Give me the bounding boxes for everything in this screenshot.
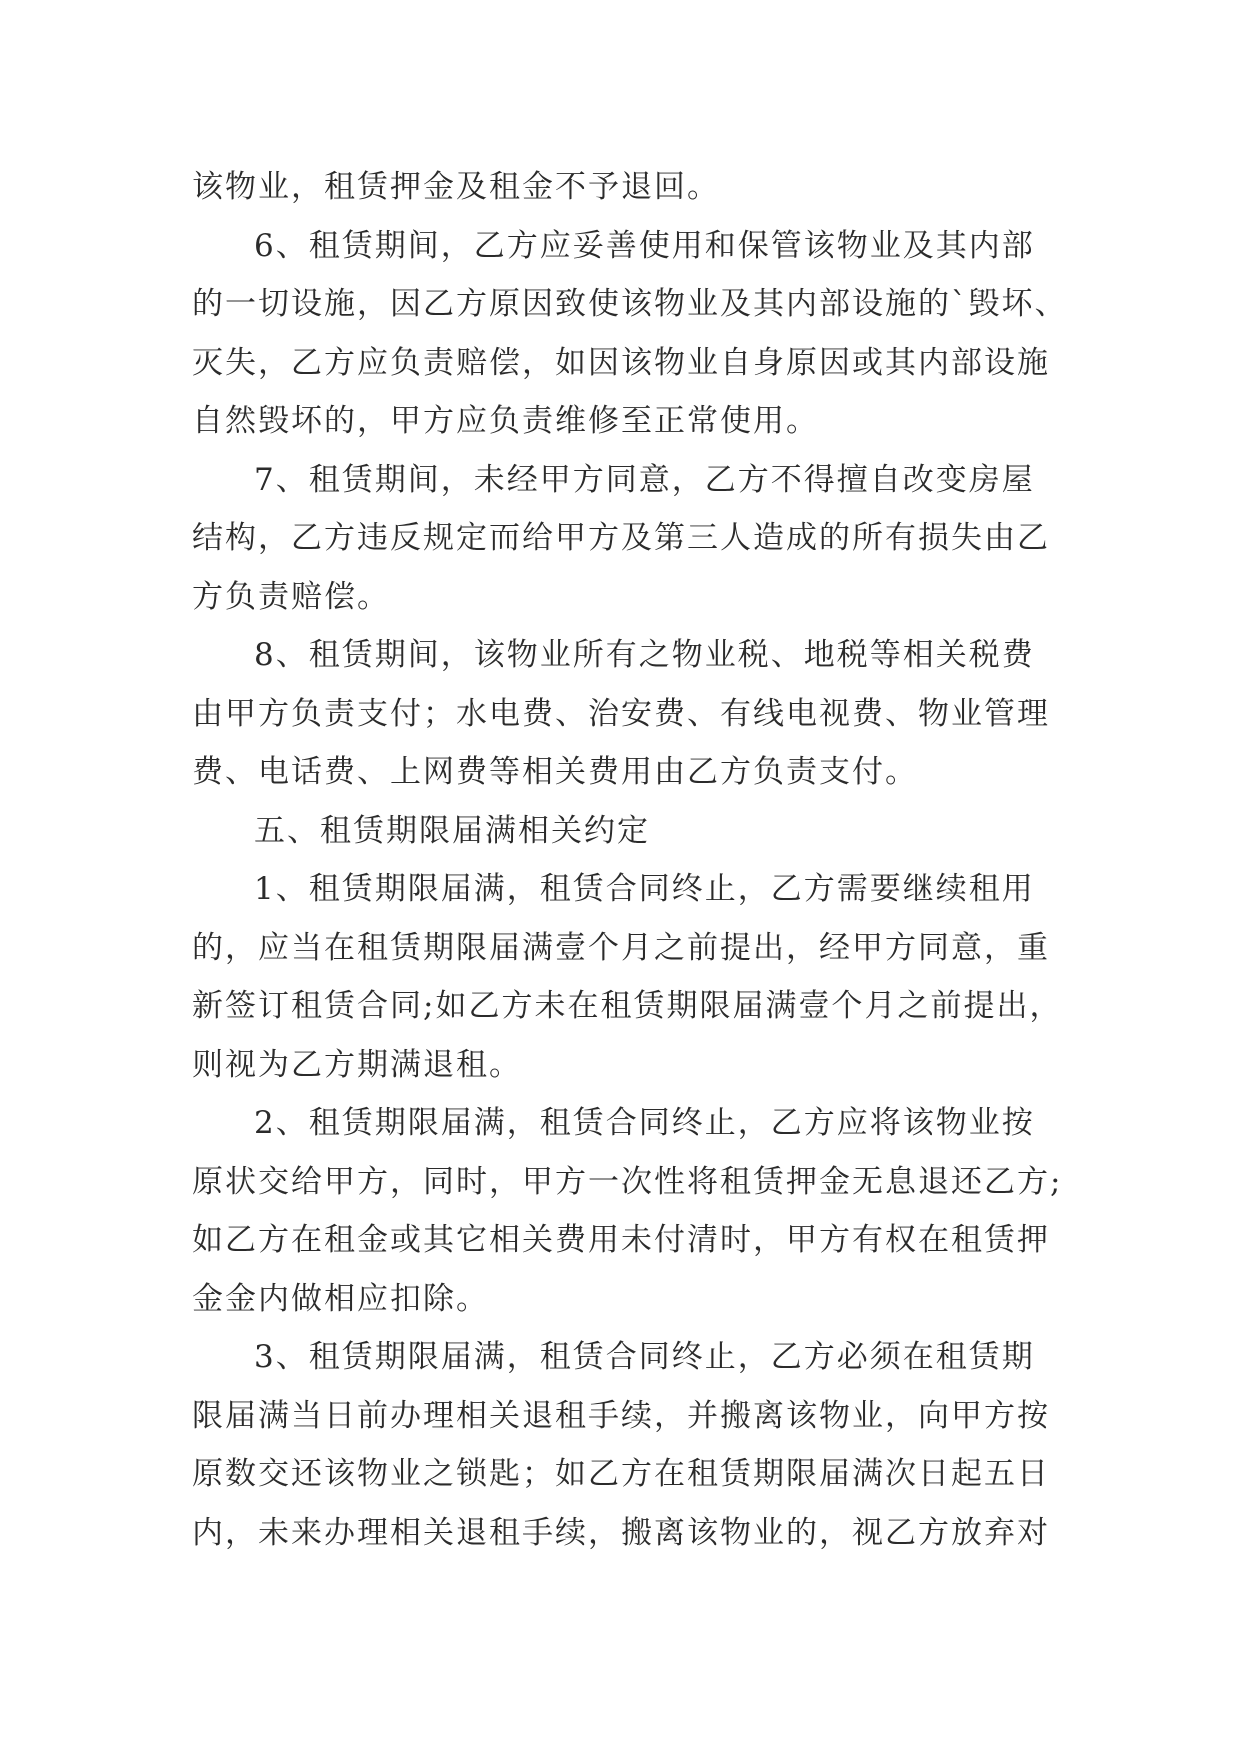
text-line: 如乙方在租金或其它相关费用未付清时，甲方有权在租赁押 (192, 1222, 1050, 1258)
text-line: 内，未来办理相关退租手续，搬离该物业的，视乙方放弃对 (192, 1514, 1050, 1551)
text-line: 新签订租赁合同;如乙方未在租赁期限届满壹个月之前提出， (192, 988, 1063, 1024)
text-line: 该物业，租赁押金及租金不予退回。 (192, 169, 720, 205)
text-line: 则视为乙方期满退租。 (192, 1046, 522, 1083)
text-line: 五、租赁期限届满相关约定 (254, 812, 650, 849)
text-line: 限届满当日前办理相关退租手续，并搬离该物业，向甲方按 (192, 1397, 1050, 1434)
text-line: 结构，乙方违反规定而给甲方及第三人造成的所有损失由乙 (192, 520, 1050, 556)
text-line: 金金内做相应扣除。 (192, 1280, 489, 1317)
text-line: 的一切设施，因乙方原因致使该物业及其内部设施的`毁坏、 (192, 286, 1068, 322)
text-line: 8、租赁期间，该物业所有之物业税、地税等相关税费 (254, 637, 1035, 673)
text-line: 由甲方负责支付；水电费、治安费、有线电视费、物业管理 (192, 695, 1050, 732)
text-line: 费、电话费、上网费等相关费用由乙方负责支付。 (192, 754, 918, 790)
text-line: 灭失，乙方应负责赔偿，如因该物业自身原因或其内部设施 (192, 344, 1050, 381)
text-line: 1、租赁期限届满，租赁合同终止，乙方需要继续租用 (254, 871, 1035, 907)
text-line: 自然毁坏的，甲方应负责维修至正常使用。 (192, 403, 819, 439)
text-line: 2、租赁期限届满，租赁合同终止，乙方应将该物业按 (254, 1105, 1035, 1141)
text-line: 6、租赁期间，乙方应妥善使用和保管该物业及其内部 (254, 227, 1035, 264)
text-line: 原数交还该物业之锁匙；如乙方在租赁期限届满次日起五日 (192, 1456, 1050, 1492)
text-line: 3、租赁期限届满，租赁合同终止，乙方必须在租赁期 (254, 1339, 1035, 1375)
text-line: 7、租赁期间，未经甲方同意，乙方不得擅自改变房屋 (254, 461, 1035, 498)
text-line: 的，应当在租赁期限届满壹个月之前提出，经甲方同意，重 (192, 929, 1050, 966)
document-body (192, 158, 1072, 1562)
text-line: 方负责赔偿。 (192, 578, 390, 615)
text-line: 原状交给甲方，同时，甲方一次性将租赁押金无息退还乙方; (192, 1163, 1063, 1200)
